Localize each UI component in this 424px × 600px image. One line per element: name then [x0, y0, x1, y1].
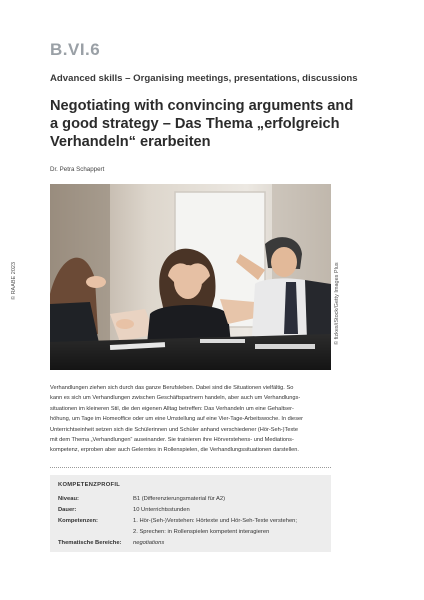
intro-line: kann es sich um Verhandlungen zwischen Geschäftspartnern handeln, aber auch um Verhandlungs- [50, 395, 301, 402]
subtitle: Advanced skills – Organising meetings, presentations, discussions [50, 73, 358, 84]
bereiche-label: Thematische Bereiche: [58, 540, 122, 546]
intro-line: kompetenz, erproben aber auch Gelerntes in Rollenspielen, die Verhandlungssituationen darstellen. [50, 447, 299, 454]
title-line: Verhandeln“ erarbeiten [50, 134, 211, 150]
copyright-left: © RAABE 2023 [11, 262, 17, 300]
intro-line: Unterrichtseinheit setzen sich die Schülerinnen und Schüler anhand verschiedener (Hör-Seh-)Texte [50, 426, 299, 433]
title-line: Negotiating with convincing arguments and [50, 98, 354, 114]
profile-heading: KOMPETENZPROFIL [58, 482, 121, 488]
intro-line: mit dem Thema „Verhandlungen“ auseinander. Sie trainieren ihre Hörverstehens- und Mediations- [50, 437, 294, 444]
bereiche-value: negotiations [133, 540, 165, 546]
copyright-photo: © fizkes/iStock/Getty Images Plus [334, 262, 340, 345]
intro-line: höhung, um Tage im Homeoffice oder um eine Umstellung auf eine Vier-Tage-Arbeitswoche. In dieser [50, 416, 304, 423]
intro-line: situationen im kleineren Stil, die den eigenen Alltag betreffen: Das Verhandeln um eine Gehaltser- [50, 405, 294, 412]
kompetenzen-label: Kompetenzen: [58, 518, 98, 524]
page-title [50, 97, 370, 151]
unit-code: B.VI.6 [50, 40, 101, 59]
dauer-value: 10 Unterrichtsstunden [133, 507, 190, 513]
meeting-photo [50, 184, 331, 370]
author: Dr. Petra Schappert [50, 166, 105, 173]
title-line: a good strategy – Das Thema „erfolgreich [50, 116, 340, 132]
niveau-value: B1 (Differenzierungsmaterial für A2) [133, 496, 226, 502]
dauer-label: Dauer: [58, 507, 77, 513]
intro-line: Verhandlungen ziehen sich durch das ganze Berufsleben. Dabei sind die Situationen vielfältig. So [50, 385, 294, 391]
kompetenzen-value-2: 2. Sprechen: in Rollenspielen kompetent interagieren [133, 529, 270, 535]
intro-paragraph [50, 383, 331, 456]
kompetenzen-value-1: 1. Hör-(Seh-)Verstehen: Hörtexte und Hör-Seh-Texte verstehen; [133, 518, 297, 524]
niveau-label: Niveau: [58, 496, 79, 502]
divider [50, 467, 331, 468]
